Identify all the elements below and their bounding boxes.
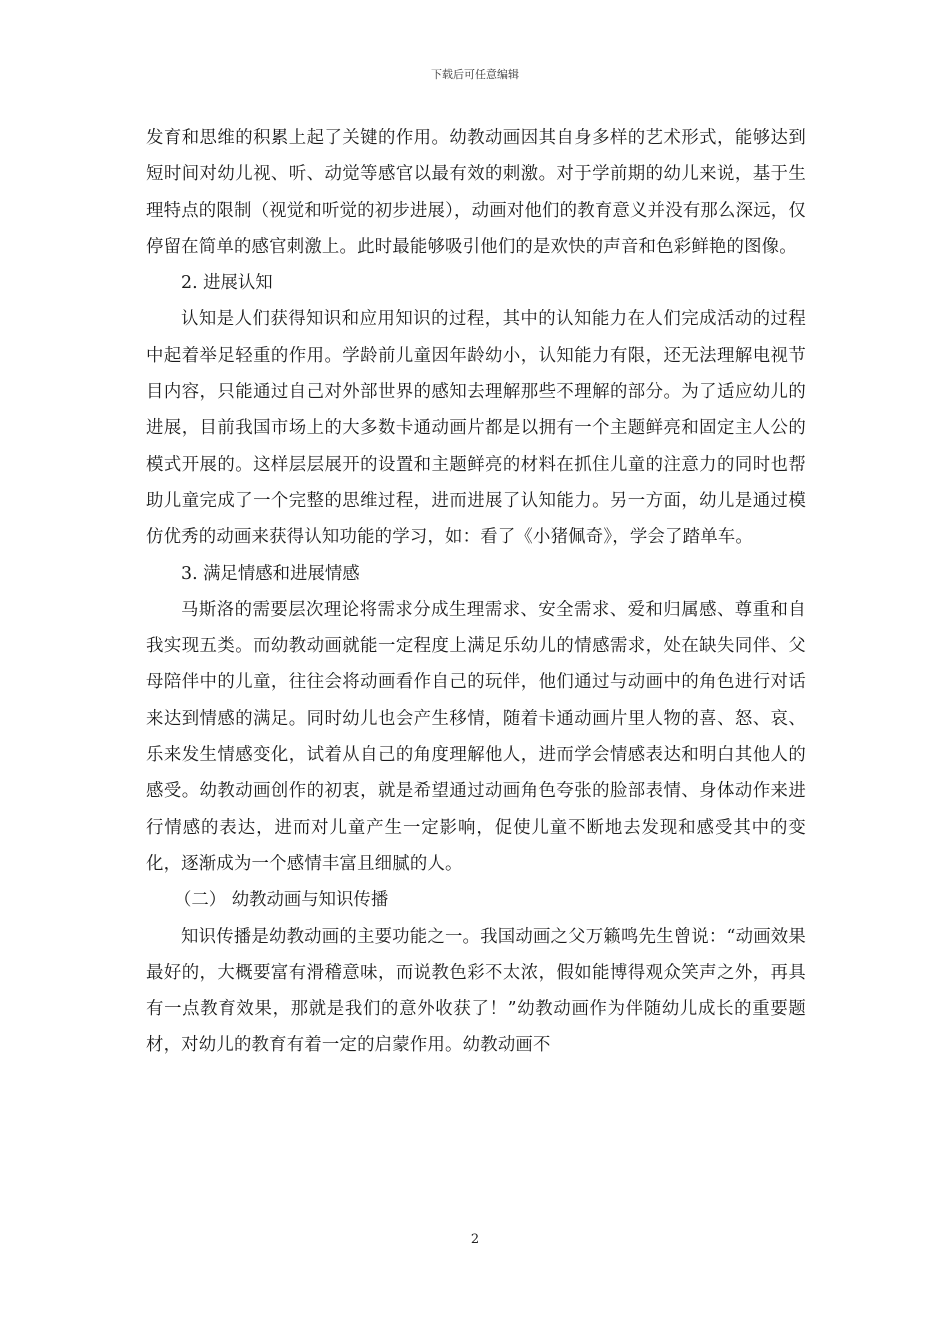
section-heading-cognition: 2. 进展认知 — [181, 273, 273, 294]
paragraph-emotion: 马斯洛的需要层次理论将需求分成生理需求、安全需求、爱和归属感、尊重和自我实现五类。而幼教动画就能一定程度上满足乐幼儿的情感需求，处在缺失同伴、父母陪伴中的儿童，往往会将动画看作自己的玩伴，他们通过与动画中的角色进行对话来达到情感的满足。同时幼儿也会产生移情，随着卡通动画片里人物的喜、怒、哀、乐来发生情感变化，试着从自己的角度理解他人，进而学会情感表达和明白其他人的感受。幼教动画创作的初衷，就是希望通过动画角色夸张的脸部表情、身体动作来进行情感的表达，进而对儿童产生一定影响，促使儿童不断地去发现和感受其中的变化，逐渐成为一个感情丰富且细腻的人。 — [146, 599, 806, 874]
section-heading-knowledge-dissemination: （二） 幼教动画与知识传播 — [174, 890, 389, 911]
paragraph-knowledge-dissemination: 知识传播是幼教动画的主要功能之一。我国动画之父万籁鸣先生曾说：“动画效果最好的，大概要富有滑稽意味，而说教色彩不太浓，假如能博得观众笑声之外，再具有一点教育效果，那就是我们的意外收获了！”幼教动画作为伴随幼儿成长的重要题材，对幼儿的教育有着一定的启蒙作用。幼教动画不 — [146, 926, 806, 1056]
section-heading-emotion: 3. 满足情感和进展情感 — [181, 563, 360, 584]
page-number: 2 — [470, 1232, 480, 1247]
paragraph-cognitive-development-intro: 发育和思维的积累上起了关键的作用。幼教动画因其自身多样的艺术形式，能够达到短时间对幼儿视、听、动觉等感官以最有效的刺激。对于学前期的幼儿来说，基于生理特点的限制（视觉和听觉的初步进展），动画对他们的教育意义并没有那么深远，仅停留在简单的感官刺激上。此时最能够吸引他们的是欢快的声音和色彩鲜艳的图像。 — [146, 128, 806, 257]
page-header: 下载后可任意编辑 — [431, 68, 519, 81]
paragraph-cognition: 认知是人们获得知识和应用知识的过程，其中的认知能力在人们完成活动的过程中起着举足轻重的作用。学龄前儿童因年龄幼小，认知能力有限，还无法理解电视节目内容，只能通过自己对外部世界的感知去理解那些不理解的部分。为了适应幼儿的进展，目前我国市场上的大多数卡通动画片都是以拥有一个主题鲜亮和固定主人公的模式开展的。这样层层展开的设置和主题鲜亮的材料在抓住儿童的注意力的同时也帮助儿童完成了一个完整的思维过程，进而进展了认知能力。另一方面，幼儿是通过模仿优秀的动画来获得认知功能的学习，如：看了《小猪佩奇》，学会了踏单车。 — [146, 309, 806, 548]
document-body — [146, 120, 806, 1064]
